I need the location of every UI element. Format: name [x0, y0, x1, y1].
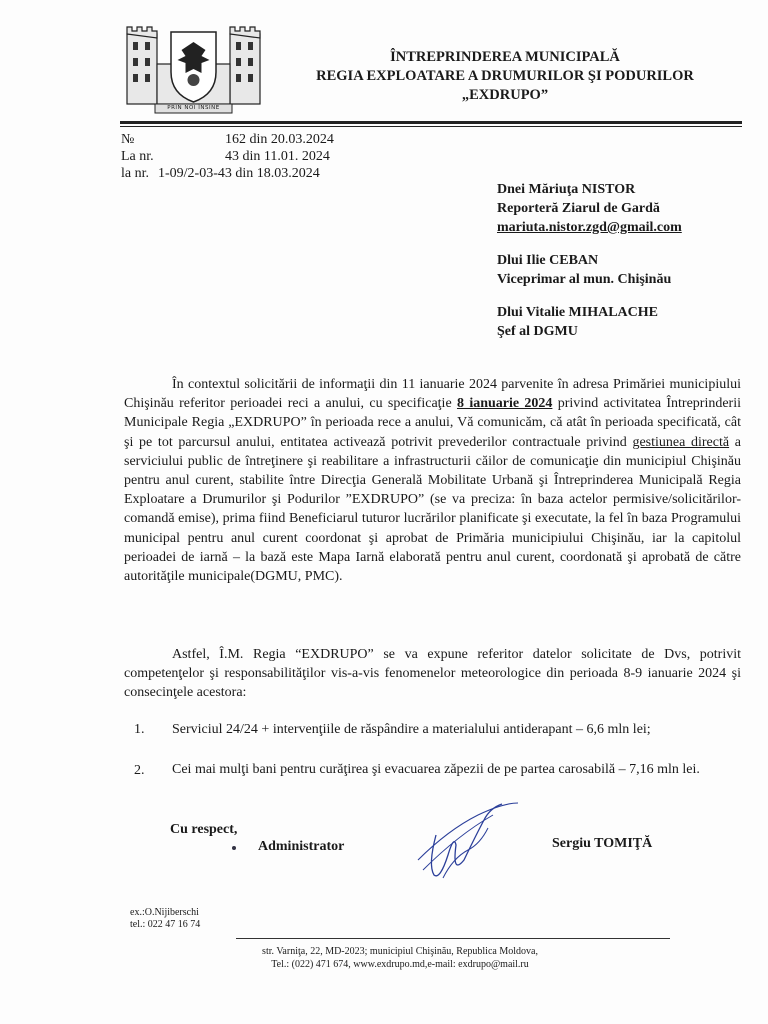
organization-title: [270, 48, 740, 105]
emblem-caption: PRIN NOI ÎNSINE: [167, 105, 220, 111]
addressee-role: Reporteră Ziarul de Gardă: [497, 201, 660, 216]
org-line-2: REGIA EXPLOATARE A DRUMURILOR ŞI PODURILOR: [316, 68, 694, 84]
bullet-mark: [232, 846, 236, 850]
header-divider: [120, 121, 742, 124]
signatory-title: Administrator: [258, 839, 345, 854]
addressee-ceban: [497, 251, 671, 289]
signatory-name: Sergiu TOMIŢĂ: [552, 836, 653, 851]
body-paragraph-1: În contextul solicitării de informaţii din 11 ianuarie 2024 parvenite în adresa Primăriei municipiului Chişinău referitor perioadei reci a anului, cu specificaţie 8 ianuarie 2024 privind activitatea Întreprinderii Municipale Regia „EXDRUPO” în perioada rece a anului, Vă comunicăm, că atât în perioada specificată, cât şi pe tot parcursul anului, entitatea activează potrivit prevederilor contractuale privind gestiunea directă a serviciului public de întreţinere şi reabilitare a infrastructurii căilor de comunicaţie din municipiul Chişinău pentru anul curent, stabilite între Direcţia Generală Mobilitate Urbană şi Întreprinderea Municipală Regia Exploatare a Drumurilor şi Podurilor ”EXDRUPO” (se va preciza: în baza actelor permisive/solicitărilor-comandă emise), prima fiind Beneficiarul tuturor lucrărilor planificate şi executate, la fel în baza Programului municipal pentru anul curent coordonat şi aprobat de Primăria municipiului Chişinău, iar la capitolul perioadei de iarnă – la bază este Mapa Iarnă elaborată pentru anul curent, coordonată şi aprobată de către autorităţile municipale(DGMU, PMC).: [124, 377, 741, 585]
reply-reference-1: La nr. 43 din 11.01. 2024: [121, 149, 330, 164]
addressee-nistor: [497, 180, 682, 237]
executor-name: ex.:O.Nijiberschi: [130, 907, 199, 918]
addressee-role: Şef al DGMU: [497, 324, 578, 339]
signature-icon: [398, 800, 528, 885]
closing-salutation: Cu respect,: [170, 822, 238, 837]
executor-info: [130, 907, 200, 931]
city-emblem: [121, 24, 266, 116]
reply-reference-2: la nr. 1-09/2-03-43 din 18.03.2024: [121, 166, 320, 181]
footer-address: str. Varniţa, 22, MD-2023; municipiul Chişinău, Republica Moldova,: [262, 946, 538, 957]
addressee-mihalache: [497, 303, 658, 341]
footer-contact: [210, 945, 590, 971]
executor-phone: tel.: 022 47 16 74: [130, 919, 201, 930]
header-divider-thin: [120, 126, 742, 127]
highlighted-date: 8 ianuarie 2024: [456, 396, 553, 412]
highlighted-term: gestiunea directă: [632, 434, 730, 450]
coat-of-arms-icon: [121, 24, 266, 116]
reference-number: № 162 din 20.03.2024: [121, 132, 334, 147]
org-line-3: „EXDRUPO”: [461, 87, 549, 103]
list-item-number: 2.: [134, 763, 145, 778]
addressee-name: Dnei Măriuţa NISTOR: [497, 182, 636, 197]
footer-phone-web-email: Tel.: (022) 471 674, www.exdrupo.md,e-mail: exdrupo@mail.ru: [271, 959, 529, 970]
list-item: Serviciul 24/24 + intervenţiile de răspândire a materialului antiderapant – 6,6 mln lei;: [172, 722, 651, 737]
addressee-name: Dlui Ilie CEBAN: [497, 253, 599, 268]
addressee-email-link[interactable]: mariuta.nistor.zgd@gmail.com: [497, 220, 682, 235]
addressee-role: Viceprimar al mun. Chişinău: [497, 272, 672, 287]
footer-divider: [236, 938, 670, 939]
addressee-name: Dlui Vitalie MIHALACHE: [497, 305, 659, 320]
handwritten-signature: [398, 800, 528, 885]
list-item: Cei mai mulţi bani pentru curăţirea şi evacuarea zăpezii de pe partea carosabilă – 7,16 mln lei.: [172, 762, 700, 777]
org-line-1: ÎNTREPRINDEREA MUNICIPALĂ: [390, 49, 620, 65]
list-item-number: 1.: [134, 722, 145, 737]
body-paragraph-2: Astfel, Î.M. Regia “EXDRUPO” se va expune referitor datelor solicitate de Dvs, potrivit competenţelor şi responsabilităţilor vis-a-vis fenomenelor meteorologice din perioada 8-9 ianuarie 2024 şi consecinţele acestora:: [124, 647, 741, 701]
